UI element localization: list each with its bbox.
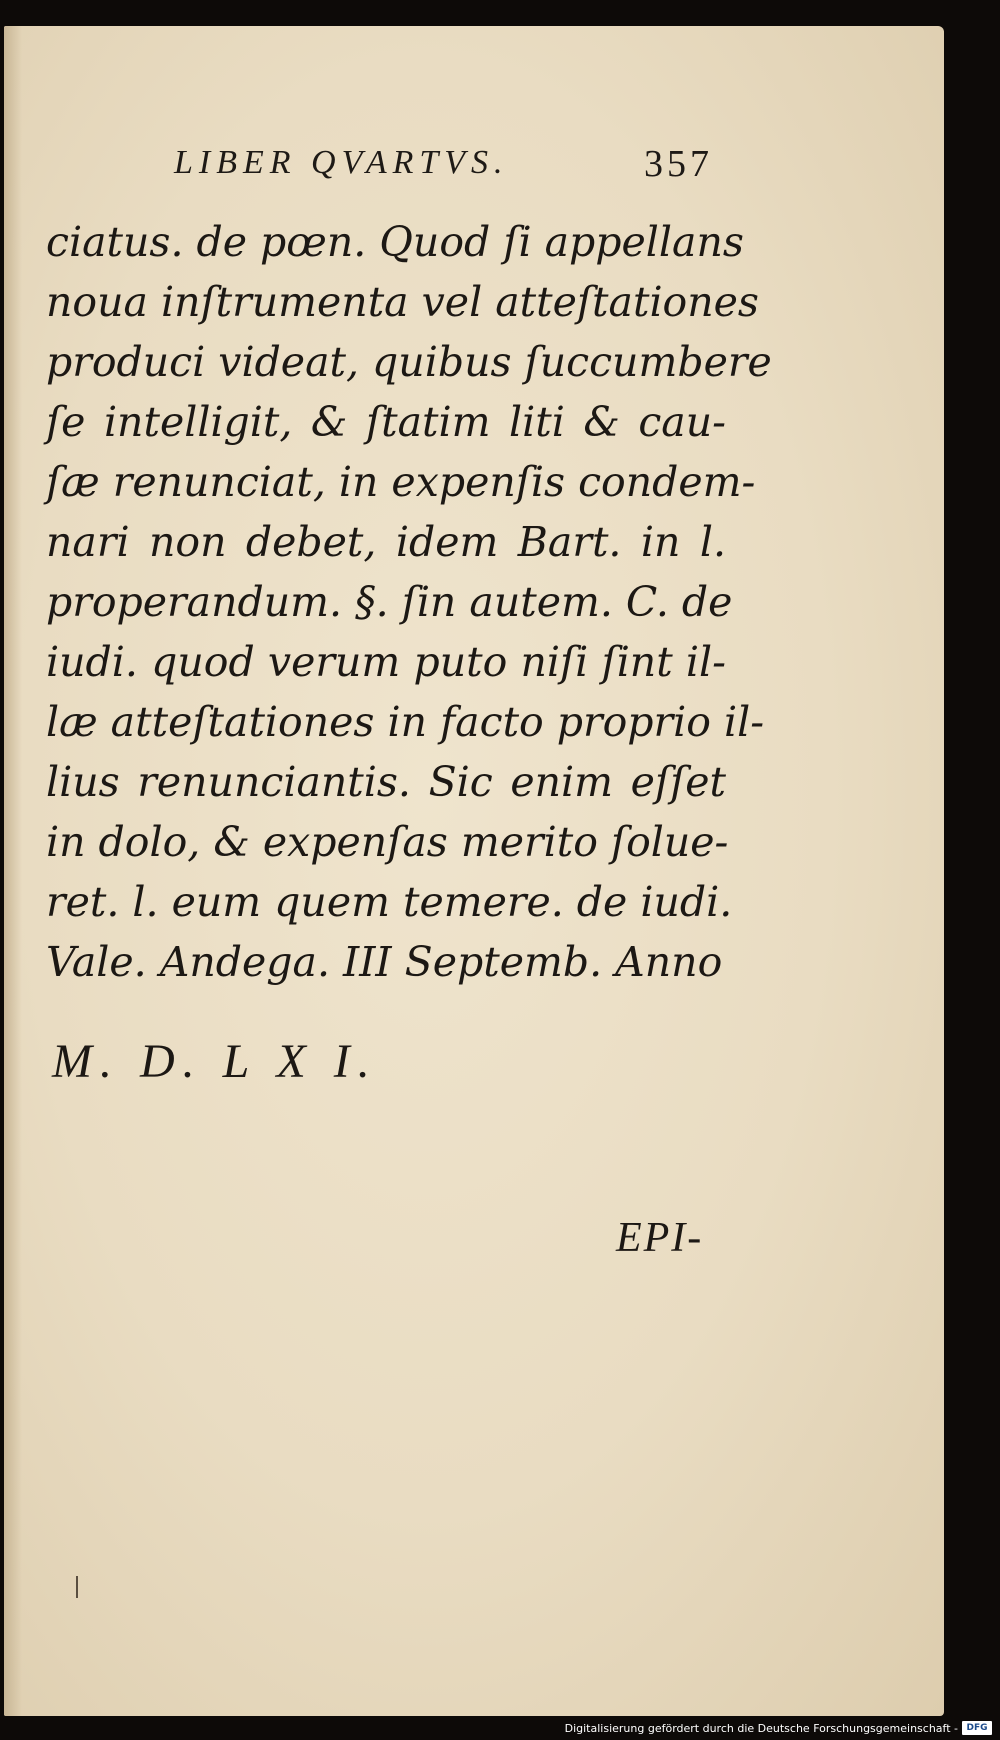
- text-line: iudi. quod verum puto niſi ſint il-: [46, 638, 726, 686]
- stray-ink-mark: [76, 1576, 78, 1598]
- text-line: ciatus. de pœn. Quod ſi appellans: [46, 218, 744, 266]
- text-line: ſe intelligit, & ſtatim liti & cau-: [46, 398, 726, 446]
- text-line: ret. l. eum quem temere. de iudi.: [46, 878, 733, 926]
- dfg-logo-icon: [962, 1721, 992, 1735]
- body-text: [46, 212, 772, 992]
- text-line: produci videat, quibus ſuccumbere: [46, 338, 772, 386]
- footer-bar: [0, 1716, 1000, 1740]
- dfg-logo-text: DFG: [966, 1723, 988, 1733]
- text-line: properandum. §. ſin autem. C. de: [46, 578, 733, 626]
- catchword: EPI-: [616, 1215, 704, 1261]
- text-line: ſæ renunciat, in expenſis condem-: [46, 458, 756, 506]
- page-edge-shadow: [4, 26, 22, 1716]
- page-number: 357: [644, 143, 713, 185]
- date-line: M. D. L X I.: [52, 1035, 378, 1088]
- text-line: læ atteſtationes in facto proprio il-: [46, 698, 765, 746]
- text-line: lius renunciantis. Sic enim eſſet: [46, 758, 726, 806]
- running-head: LIBER QVARTVS.: [174, 144, 509, 181]
- text-line: noua inſtrumenta vel atteſtationes: [46, 278, 759, 326]
- text-line: nari non debet, idem Bart. in l.: [46, 518, 726, 566]
- text-line: in dolo, & expenſas merito ſolue-: [46, 818, 729, 866]
- text-line: Vale. Andega. III Septemb. Anno: [46, 938, 723, 986]
- book-page: [4, 26, 944, 1716]
- digitization-credit: Digitalisierung gefördert durch die Deutsche Forschungsgemeinschaft -: [564, 1722, 958, 1735]
